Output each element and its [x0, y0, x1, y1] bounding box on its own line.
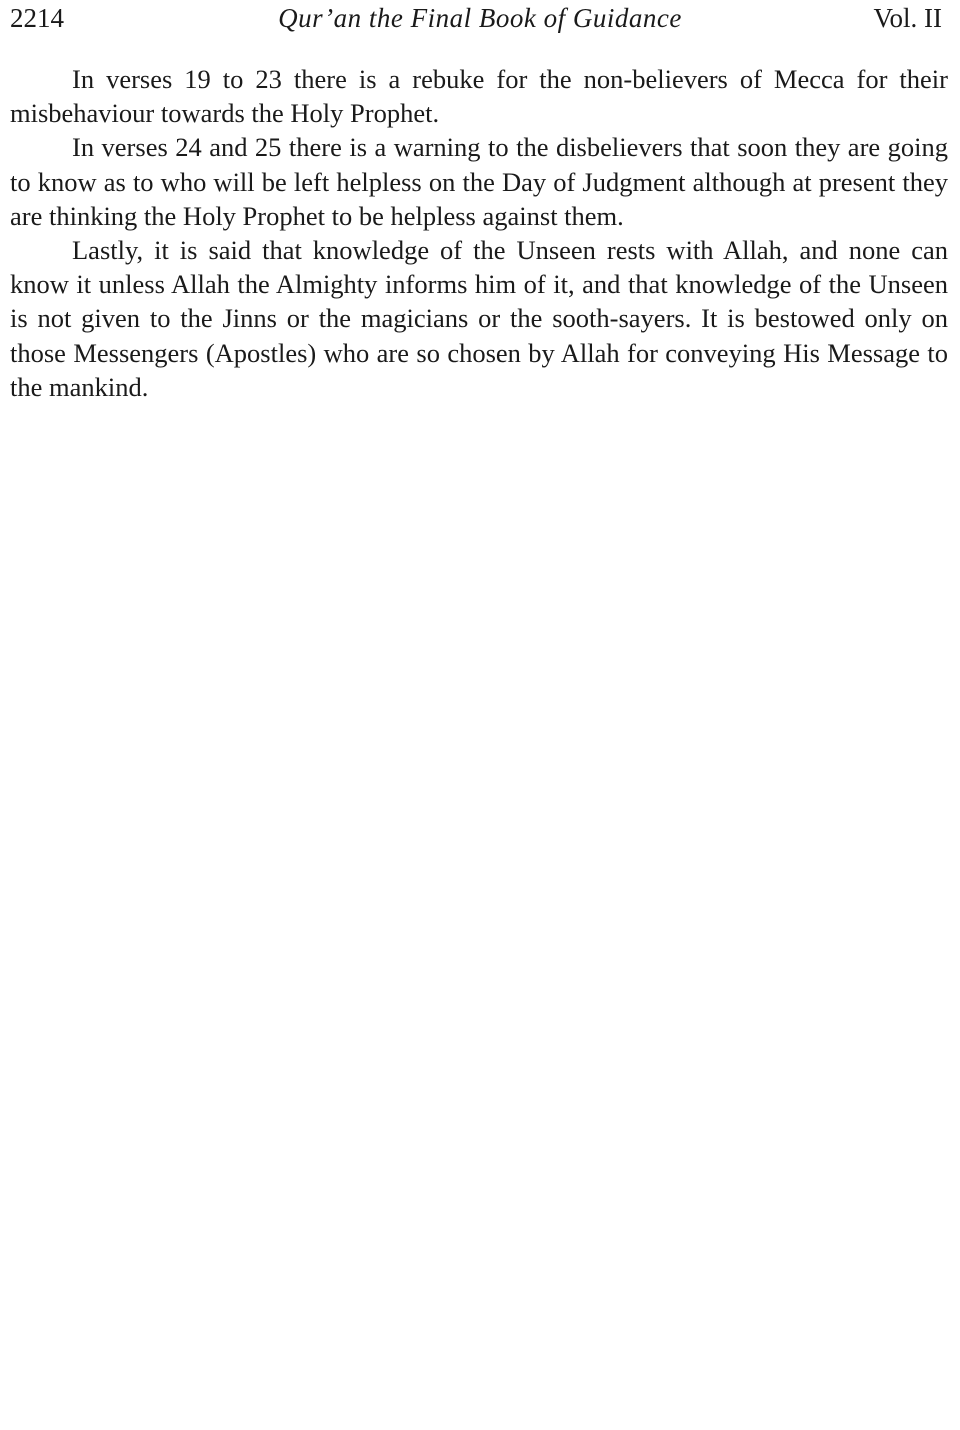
body-text [10, 62, 948, 404]
paragraph-verses-19-23: In verses 19 to 23 there is a rebuke for the non-believers of Mecca for their misbehaviour towards the Holy Prophet. [10, 64, 948, 129]
paragraph-knowledge-unseen: Lastly, it is said that knowledge of the Unseen rests with Allah, and none can know it unless Allah the Almighty informs him of it, and that knowledge of the Unseen is not given to the Jinns or the magicians or the sooth-sayers. It is bestowed only on those Messengers (Apostles) who are so chosen by Allah for conveying His Message to the mankind. [10, 235, 948, 402]
volume-label: Vol. II [873, 3, 942, 33]
paragraph-verses-24-25: In verses 24 and 25 there is a warning to the disbelievers that soon they are going to know as to who will be left helpless on the Day of Judgment although at present they are thinking the Holy Prophet to be helpless against them. [10, 132, 948, 231]
page-number: 2214 [10, 3, 64, 33]
running-header [10, 0, 950, 36]
book-title: Qur’an the Final Book of Guidance [278, 3, 682, 33]
